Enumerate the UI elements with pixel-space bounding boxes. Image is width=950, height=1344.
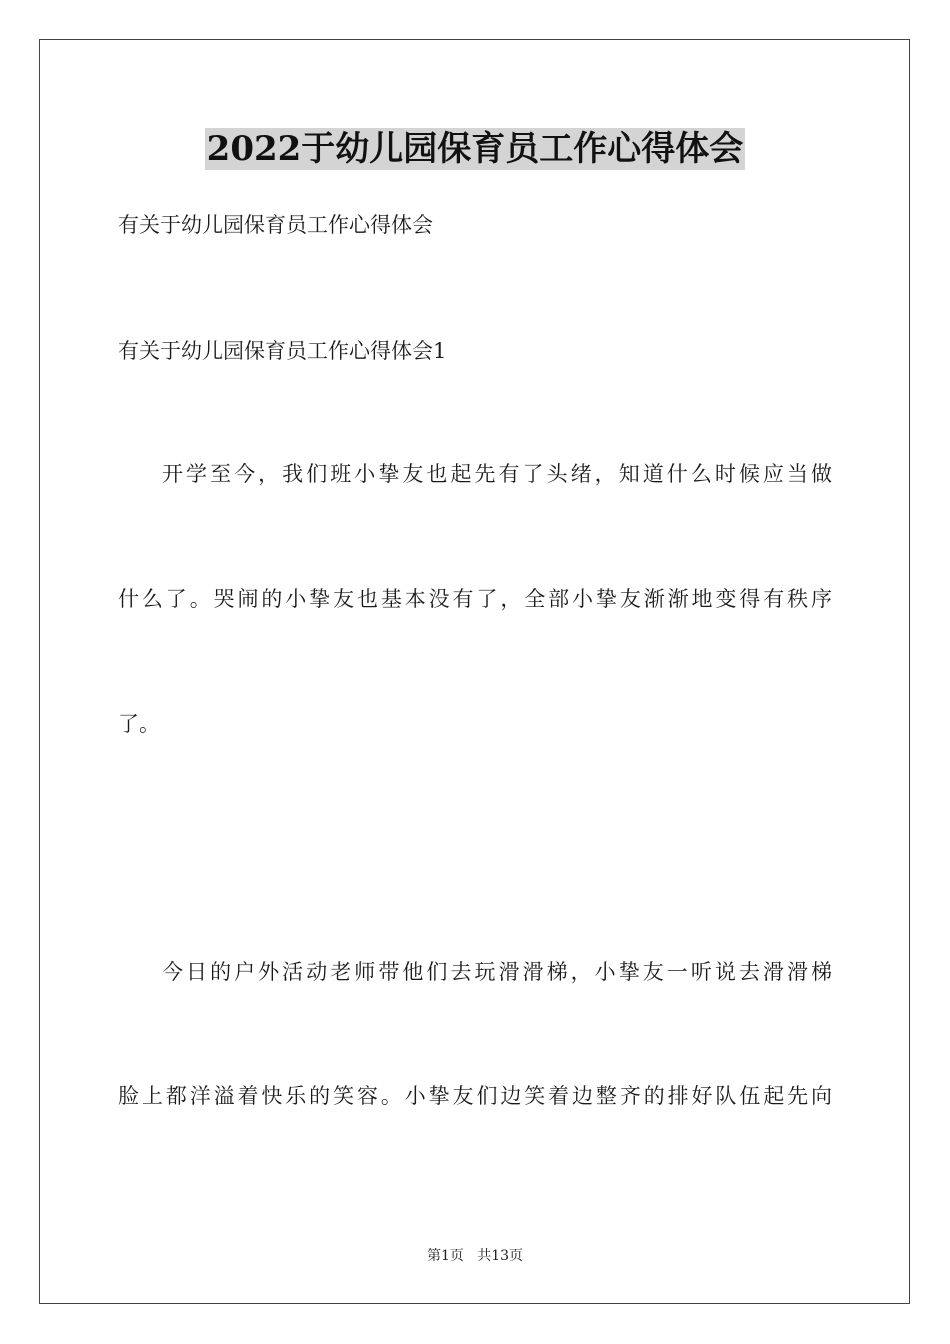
document-subtitle: 有关于幼儿园保育员工作心得体会 <box>118 213 433 237</box>
page-footer: 第1页 共13页 <box>426 1248 524 1264</box>
title-container <box>0 128 950 170</box>
paragraph-1-line-2: 什么了。哭闹的小挚友也基本没有了，全部小挚友渐渐地变得有秩序 <box>118 587 832 611</box>
paragraph-2-line-2: 脸上都洋溢着快乐的笑容。小挚友们边笑着边整齐的排好队伍起先向 <box>118 1084 832 1108</box>
document-title: 2022于幼儿园保育员工作心得体会 <box>206 129 744 169</box>
section-heading: 有关于幼儿园保育员工作心得体会1 <box>118 339 447 363</box>
paragraph-1-line-1: 开学至今，我们班小挚友也起先有了头绪，知道什么时候应当做 <box>162 462 832 486</box>
paragraph-1-line-3: 了。 <box>118 712 160 736</box>
paragraph-2-line-1: 今日的户外活动老师带他们去玩滑滑梯，小挚友一听说去滑滑梯 <box>162 960 832 984</box>
